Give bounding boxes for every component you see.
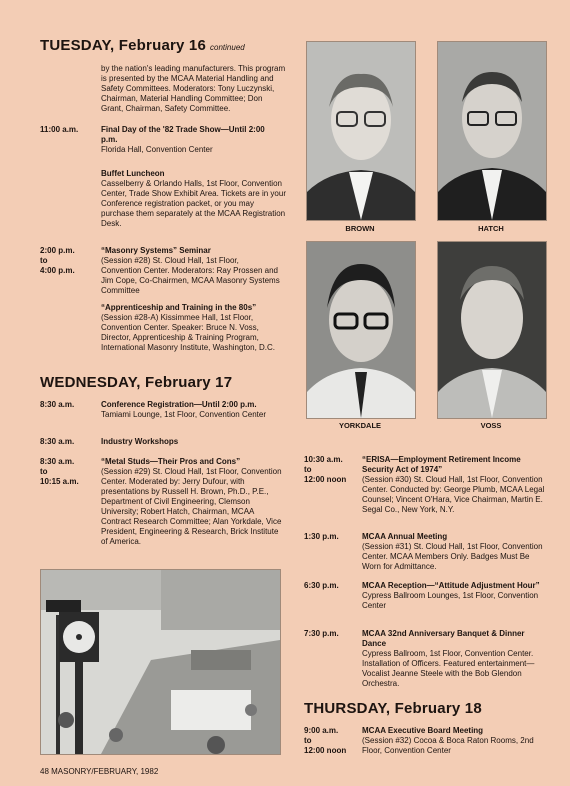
entry-title: “Masonry Systems” Seminar <box>101 246 211 255</box>
day-heading-thursday: THURSDAY, February 18 <box>304 700 482 717</box>
portrait-hatch <box>437 41 547 221</box>
entry-title: “ERISA—Employment Retirement Income Security Act of 1974” <box>362 455 521 474</box>
entry-body: Casselberry & Orlando Halls, 1st Floor, Convention Center, Trade Show Exhibit Area. Tickets are in your Conference registration packet, or you may purchase them separately at the MCAA Registration Desk. <box>101 179 286 228</box>
day-heading-wednesday: WEDNESDAY, February 17 <box>40 374 233 391</box>
entry-time: 11:00 a.m. <box>40 125 79 134</box>
entry-time: 10:30 a.m. to 12:00 noon <box>304 455 347 484</box>
entry-time: 8:30 a.m. <box>40 400 75 409</box>
entry-time: 8:30 a.m. to 10:15 a.m. <box>40 457 79 486</box>
portrait-caption: VOSS <box>480 421 502 430</box>
entry-title: Buffet Luncheon <box>101 169 165 178</box>
day-title: TUESDAY, February 16 <box>40 37 207 54</box>
entry-body: (Session #31) St. Cloud Hall, 1st Floor, Convention Center. MCAA Members Only. Badges Must Be Worn for Admittance. <box>362 542 543 571</box>
portrait-brown <box>306 41 416 221</box>
entry-body: (Session #28) St. Cloud Hall, 1st Floor, Convention Center. Moderators: Ray Prossen and Jim Cope, Co-Chairmen, MCAA Masonry Systems Committee <box>101 256 280 295</box>
entry-time: 1:30 p.m. <box>304 532 339 541</box>
schedule-entry <box>101 246 281 296</box>
entry-body: Cypress Ballroom Lounges, 1st Floor, Convention Center <box>362 591 539 610</box>
entry-title: MCAA Executive Board Meeting <box>362 726 484 735</box>
schedule-entry <box>101 437 286 447</box>
entry-time: 8:30 a.m. <box>40 437 75 446</box>
continued-label: continued <box>210 43 245 52</box>
entry-time: 2:00 p.m. to 4:00 p.m. <box>40 246 75 275</box>
entry-body: Florida Hall, Convention Center <box>101 145 213 154</box>
schedule-entry <box>362 629 547 689</box>
entry-title: MCAA Reception—“Attitude Adjustment Hour” <box>362 581 540 590</box>
entry-title: MCAA Annual Meeting <box>362 532 448 541</box>
portrait-voss <box>437 241 547 419</box>
entry-title: Industry Workshops <box>101 437 179 446</box>
schedule-entry <box>101 400 286 420</box>
entry-title: Conference Registration—Until 2:00 p.m. <box>101 400 257 409</box>
schedule-entry <box>101 303 286 353</box>
schedule-entry <box>362 581 547 611</box>
entry-time: 6:30 p.m. <box>304 581 339 590</box>
day-heading-tuesday <box>40 37 245 54</box>
intro-text: by the nation's leading manufacturers. This program is presented by the MCAA Material Handling and Safety Committees. Moderators: Tony Luczynski, Chairman, Material Handling Committee; Don Grant, Chairman, Safety Committee. <box>101 64 286 113</box>
schedule-entry <box>101 457 286 547</box>
portrait-caption: BROWN <box>345 224 375 233</box>
schedule-entry <box>362 455 547 515</box>
entry-body: (Session #28-A) Kissimmee Hall, 1st Floor, Convention Center. Speaker: Bruce N. Voss, Director, Apprenticeship & Training Program, International Masonry Institute, Washington, D.C. <box>101 313 276 352</box>
entry-body: (Session #30) St. Cloud Hall, 1st Floor, Convention Center. Conducted by: George Plumb, MCAA Legal Counsel; Vincent O'Hara, Vice Chairman, Martin E. Segal Co., New York, N.Y. <box>362 475 545 514</box>
portrait-caption: HATCH <box>478 224 504 233</box>
entry-body: Tamiami Lounge, 1st Floor, Convention Center <box>101 410 266 419</box>
schedule-entry <box>101 169 286 229</box>
schedule-entry <box>362 532 547 572</box>
entry-body: (Session #29) St. Cloud Hall, 1st Floor, Convention Center. Moderated by: Jerry Dufour, with presentations by Russell H. Brown, Ph.D., P.E., Department of Civil Engineering, Clemson University; Robert Hatch, Chairman, MCAA Contract Research Committee; Alan Yorkdale, Vice President, Engineering & Research, Brick Institute of America. <box>101 467 282 546</box>
entry-time: 9:00 a.m. to 12:00 noon <box>304 726 347 755</box>
entry-body: Cypress Ballroom, 1st Floor, Convention Center. Installation of Officers. Featured entertainment—Vocalist Jeanne Steele with the Bob Glendon Orchestra. <box>362 649 535 688</box>
portrait-caption: YORKDALE <box>338 421 382 430</box>
entry-title: “Metal Studs—Their Pros and Cons” <box>101 457 241 466</box>
schedule-entry <box>101 125 281 155</box>
convention-atrium-photo <box>40 569 281 755</box>
entry-time: 7:30 p.m. <box>304 629 339 638</box>
entry-title: Final Day of the '82 Trade Show—Until 2:00 p.m. <box>101 125 265 144</box>
entry-body: (Session #32) Cocoa & Boca Raton Rooms, 2nd Floor, Convention Center <box>362 736 534 755</box>
schedule-entry <box>362 726 547 756</box>
portrait-yorkdale <box>306 241 416 419</box>
page-footer: 48 MASONRY/FEBRUARY, 1982 <box>40 767 159 776</box>
entry-title: “Apprenticeship and Training in the 80s” <box>101 303 257 312</box>
entry-title: MCAA 32nd Anniversary Banquet & Dinner Dance <box>362 629 525 648</box>
